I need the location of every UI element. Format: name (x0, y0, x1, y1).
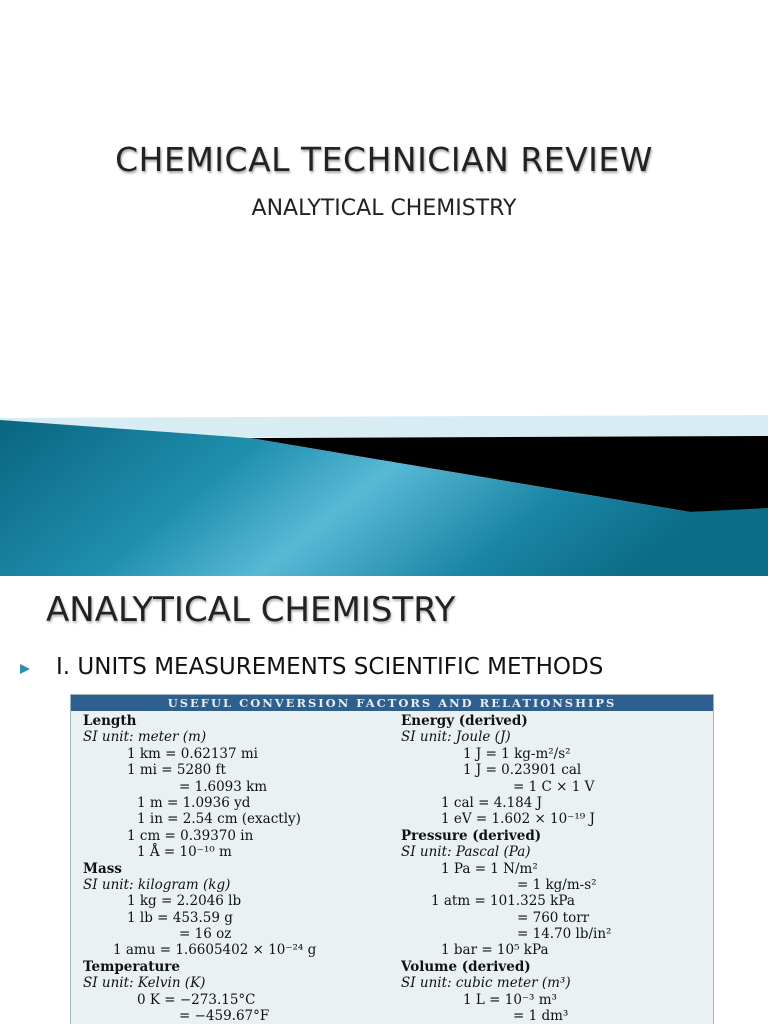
table-row: Volume (derived) (401, 958, 531, 975)
table-row: = 14.70 lb/in² (517, 926, 612, 943)
table-row: 1 m = 1.0936 yd (137, 794, 251, 811)
table-row: Energy (derived) (401, 713, 528, 729)
table-row: SI unit: kilogram (kg) (83, 876, 231, 893)
table-row: SI unit: cubic meter (m³) (401, 975, 571, 992)
table-row: 1 Å = 10⁻¹⁰ m (137, 844, 232, 861)
table-row: SI unit: Kelvin (K) (83, 975, 206, 992)
table-row: = 16 oz (179, 926, 232, 943)
table-row: 1 L = 10⁻³ m³ (463, 991, 557, 1008)
table-row: 1 J = 1 kg-m²/s² (463, 745, 571, 762)
table-row: 1 amu = 1.6605402 × 10⁻²⁴ g (113, 942, 317, 959)
table-row: 1 cm = 0.39370 in (127, 827, 254, 844)
table-row: SI unit: Joule (J) (401, 729, 511, 746)
bullet-arrow-icon (18, 662, 32, 676)
slide-subtitle: ANALYTICAL CHEMISTRY (251, 196, 517, 221)
slide-title: CHEMICAL TECHNICIAN REVIEW (115, 140, 653, 179)
table-row: 1 atm = 101.325 kPa (431, 893, 575, 910)
content-slide-subtitle: I. UNITS MEASUREMENTS SCIENTIFIC METHODS (56, 654, 604, 680)
table-row: 1 lb = 453.59 g (127, 909, 233, 926)
table-row: = 1 C × 1 V (513, 778, 595, 795)
content-slide (0, 576, 768, 1024)
table-row: = −459.67°F (179, 1008, 270, 1024)
table-row: = 1.6093 km (179, 778, 268, 795)
table-row: 1 cal = 4.184 J (441, 794, 543, 811)
table-row: 1 bar = 10⁵ kPa (441, 942, 549, 959)
table-row: = 1 dm³ (513, 1008, 569, 1024)
table-row: 1 km = 0.62137 mi (127, 745, 258, 762)
table-row: = 1 kg/m-s² (517, 876, 597, 893)
content-slide-title: ANALYTICAL CHEMISTRY (46, 590, 456, 630)
table-row: Temperature (83, 958, 181, 975)
table-row: 1 kg = 2.2046 lb (127, 893, 242, 910)
table-row: SI unit: meter (m) (83, 729, 207, 746)
conversion-table-left-column (83, 713, 393, 1024)
table-row: Length (83, 713, 137, 729)
conversion-table-title: USEFUL CONVERSION FACTORS AND RELATIONSHIPS (71, 695, 713, 711)
conversion-table-right-column (401, 713, 711, 1024)
table-row: 1 Pa = 1 N/m² (441, 860, 538, 877)
table-row: = 760 torr (517, 909, 590, 926)
table-row: 1 in = 2.54 cm (exactly) (137, 811, 301, 828)
table-row: Mass (83, 860, 122, 877)
table-row: 1 mi = 5280 ft (127, 762, 226, 779)
table-row: 1 eV = 1.602 × 10⁻¹⁹ J (441, 811, 595, 828)
table-row: SI unit: Pascal (Pa) (401, 844, 531, 861)
table-row: 1 J = 0.23901 cal (463, 762, 582, 779)
table-row: 0 K = −273.15°C (137, 991, 256, 1008)
table-row: Pressure (derived) (401, 827, 542, 844)
conversion-table (70, 694, 714, 1024)
